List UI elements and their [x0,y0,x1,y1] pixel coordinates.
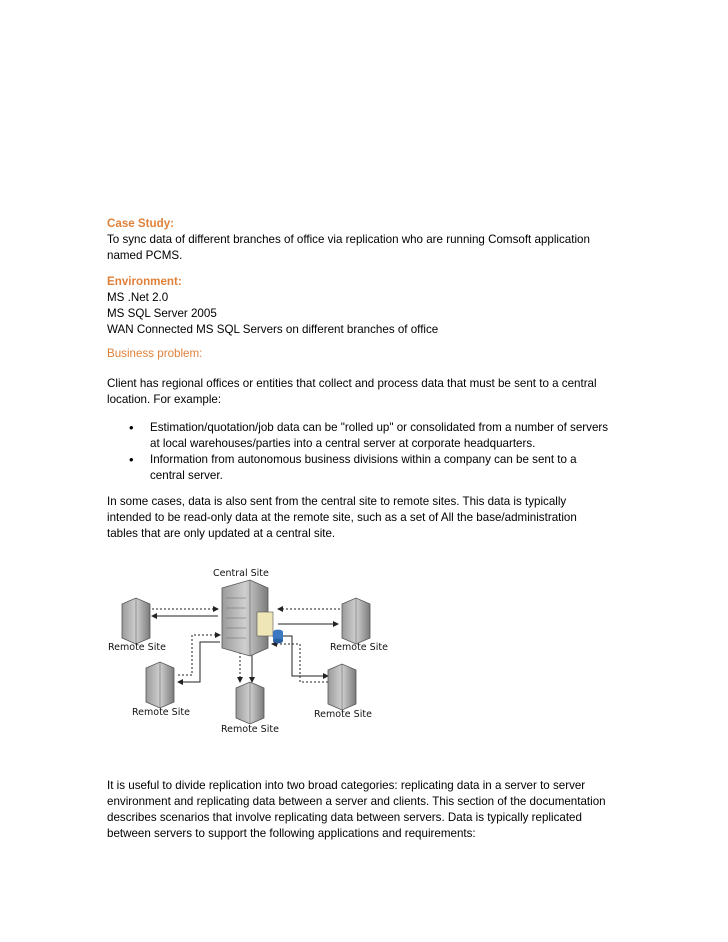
remote-site-left-server-icon [122,598,150,644]
environment-line-2: MS SQL Server 2005 [107,307,217,320]
remote-site-bottom-server-icon [236,682,264,724]
closing-line-4: between servers to support the following applications and requirements: [107,827,476,840]
link-central-to-remote-bl [178,642,220,682]
list-item [107,420,632,452]
business-problem-heading-block [107,346,632,362]
closing-paragraph [107,778,632,842]
followup-paragraph [107,494,632,542]
remote-site-bottom-left-label: Remote Site [132,707,190,718]
closing-line-3: describes scenarios that involve replicating data between servers. Data is typically replicated [107,811,582,824]
bullet-icon: • [129,452,134,467]
intro-line-2: location. For example: [107,393,222,406]
remote-site-left-label: Remote Site [108,642,166,653]
remote-site-bottom-label: Remote Site [221,724,279,735]
intro-line-1: Client has regional offices or entities that collect and process data that must be sent to a central [107,377,597,390]
closing-line-2: environment and replicating data between a server and clients. This section of the documentation [107,795,606,808]
case-study-heading: Case Study: [107,217,175,230]
environment-line-3: WAN Connected MS SQL Servers on different branches of office [107,323,439,336]
remote-site-bottom-right-label: Remote Site [314,709,372,720]
bullet-icon: • [129,420,134,435]
list-item [107,452,632,484]
bullet-1-line-2: at local warehouses/parties into a central server at corporate headquarters. [150,437,536,450]
remote-site-bottom-left-server-icon [146,662,174,708]
environment-section [107,274,632,338]
bullet-1-line-1: Estimation/quotation/job data can be "rolled up" or consolidated from a number of servers [150,421,609,434]
case-study-section [107,216,632,264]
example-bullet-list [107,420,632,484]
link-remote-bl-to-central [178,635,220,675]
followup-line-1: In some cases, data is also sent from the central site to remote sites. This data is typically [107,495,567,508]
closing-line-1: It is useful to divide replication into two broad categories: replicating data in a server to server [107,779,586,792]
central-site-label: Central Site [213,568,269,579]
case-study-line-1: To sync data of different branches of office via replication who are running Comsoft application [107,233,590,246]
bullet-2-line-1: Information from autonomous business divisions within a company can be sent to a [150,453,577,466]
central-site-server-icon [222,580,283,656]
followup-line-3: tables that are only updated at a central site. [107,527,336,540]
replication-topology-diagram [100,560,400,740]
business-problem-heading: Business problem: [107,347,203,360]
remote-site-bottom-right-server-icon [328,664,356,710]
remote-site-right-label: Remote Site [330,642,388,653]
bullet-2-line-2: central server. [150,469,223,482]
environment-heading: Environment: [107,275,182,288]
followup-line-2: intended to be read-only data at the remote site, such as a set of All the base/administration [107,511,577,524]
remote-site-right-server-icon [342,598,370,644]
business-problem-intro [107,376,632,408]
environment-line-1: MS .Net 2.0 [107,291,169,304]
case-study-line-2: named PCMS. [107,249,183,262]
